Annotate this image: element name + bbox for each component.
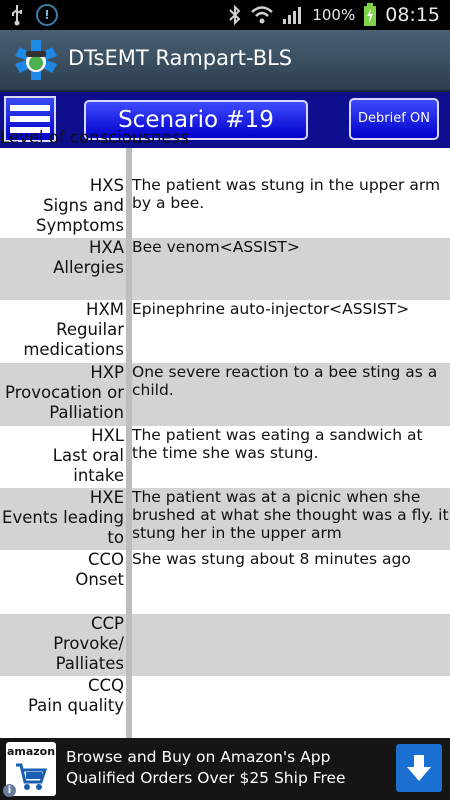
row-label: HXS Signs and Symptoms	[35, 176, 124, 235]
download-button[interactable]	[396, 744, 442, 792]
table-row[interactable]	[0, 128, 450, 176]
signal-icon	[282, 5, 304, 25]
clock: 08:15	[385, 4, 440, 26]
row-label: CCQ Pain quality	[27, 676, 124, 715]
ad-banner[interactable]	[0, 738, 450, 800]
row-label: HXL Last oral intake	[52, 426, 124, 485]
row-value: Bee venom<ASSIST>	[132, 238, 300, 256]
action-bar	[0, 30, 450, 92]
row-label: HXA Allergies	[53, 238, 124, 277]
row-value: The patient was at a picnic when she brushed at what she thought was a fly. it stung her in the upper arm	[132, 488, 449, 542]
table-row[interactable]	[0, 426, 450, 488]
row-value: Epinephrine auto-injector<ASSIST>	[132, 300, 410, 318]
table-row[interactable]	[0, 238, 450, 300]
row-label: HXE Events leading to	[2, 488, 124, 547]
column-divider	[126, 148, 132, 738]
battery-charging-icon	[363, 3, 377, 27]
usb-icon	[10, 4, 24, 26]
row-label: Level of consciousness	[0, 128, 189, 147]
amazon-logo: amazon	[6, 742, 56, 796]
table-row[interactable]	[0, 300, 450, 363]
app-logo-icon[interactable]	[14, 38, 58, 82]
ad-text: Browse and Buy on Amazon's App Qualified Orders Over $25 Ship Free	[66, 748, 346, 787]
notification-icon: !	[36, 4, 58, 26]
row-value: The patient was stung in the upper arm by a bee.	[132, 176, 441, 212]
shopping-cart-icon	[15, 762, 47, 792]
table-row[interactable]	[0, 550, 450, 614]
row-value: The patient was eating a sandwich at the time she was stung.	[132, 426, 423, 462]
battery-percent: 100%	[312, 6, 356, 24]
status-bar	[0, 0, 450, 30]
table-row[interactable]	[0, 676, 450, 738]
debrief-toggle-button[interactable]: Debrief ON	[349, 98, 439, 140]
table-row[interactable]	[0, 176, 450, 238]
row-label: HXP Provocation or Palliation	[5, 363, 124, 422]
row-label: CCO Onset	[75, 550, 124, 589]
table-row[interactable]	[0, 614, 450, 676]
hamburger-icon	[10, 105, 50, 111]
table-row[interactable]	[0, 363, 450, 426]
ad-info-icon[interactable]: i	[3, 784, 16, 797]
row-value: She was stung about 8 minutes ago	[132, 550, 411, 568]
scenario-button[interactable]: Scenario #19	[84, 100, 308, 140]
bluetooth-icon	[228, 5, 242, 25]
wifi-icon	[250, 5, 274, 25]
row-label: HXM Reguilar medications	[23, 300, 124, 359]
assessment-table[interactable]	[0, 128, 450, 738]
row-value: One severe reaction to a bee sting as a child.	[132, 363, 438, 399]
row-label: CCP Provoke/ Palliates	[53, 614, 124, 673]
download-arrow-icon	[406, 753, 432, 783]
table-row[interactable]	[0, 488, 450, 550]
app-title: DTsEMT Rampart-BLS	[68, 46, 293, 70]
